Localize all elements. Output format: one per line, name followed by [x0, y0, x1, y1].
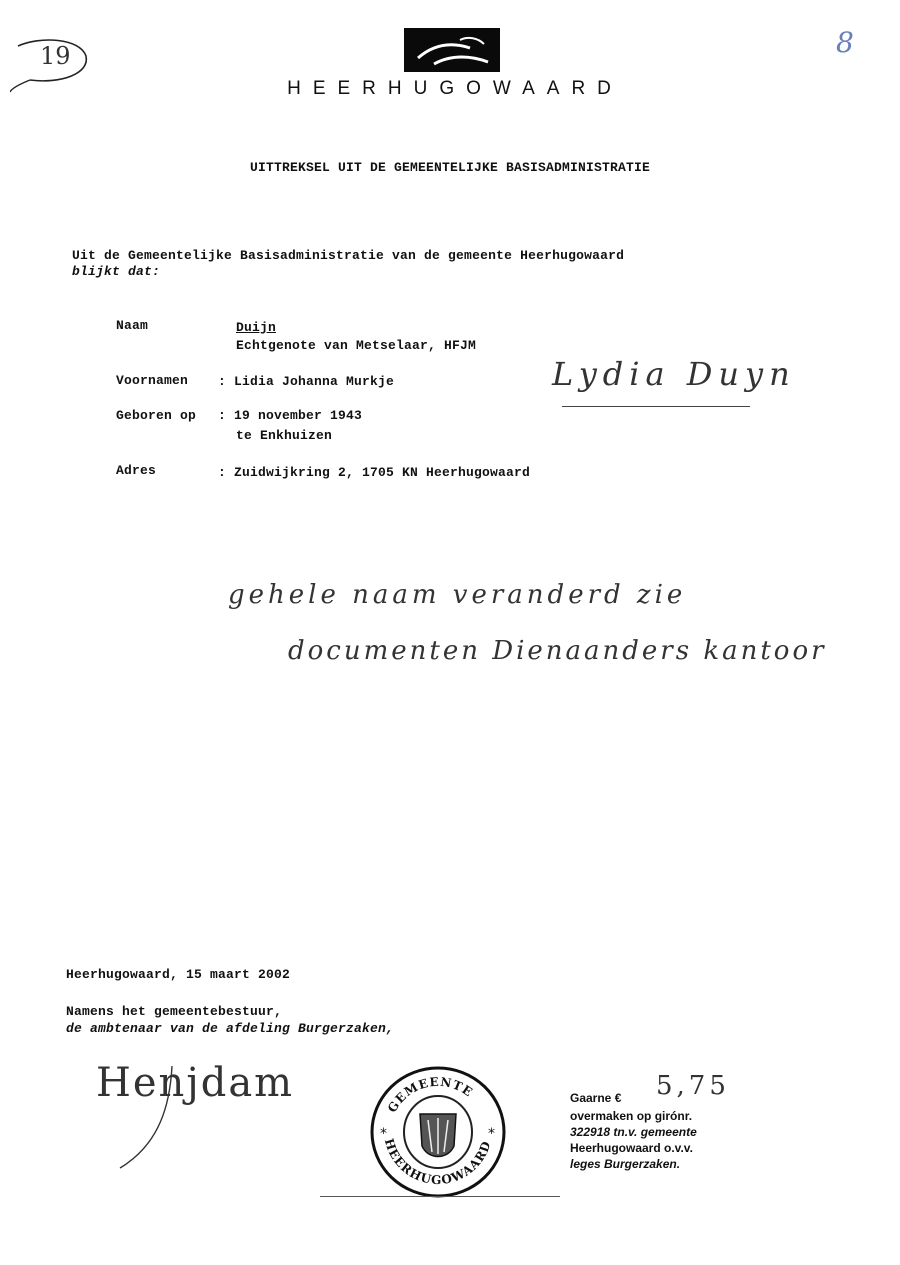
voornamen-label: Voornamen: [116, 373, 189, 388]
geboren-place: te Enkhuizen: [236, 428, 333, 443]
svg-text:GEMEENTE: [385, 1075, 476, 1115]
handwritten-note-line-2: documenten Dienaanders kantoor: [288, 636, 827, 666]
naam-extra: Echtgenote van Metselaar, HFJM: [236, 338, 477, 353]
municipality-logo: [404, 28, 500, 72]
signature-underline: [562, 406, 750, 407]
document-title: UITTREKSEL UIT DE GEMEENTELIJKE BASISADMINISTRATIE: [249, 160, 651, 175]
sheet-number: 8: [836, 26, 854, 59]
svg-text:HEERHUGOWAARD: [382, 1137, 494, 1187]
payment-prefix: Gaarne €: [570, 1091, 622, 1105]
baseline-rule: [320, 1196, 560, 1197]
adres-label: Adres: [116, 463, 157, 478]
municipal-seal: [368, 1064, 508, 1200]
geboren-value: : 19 november 1943: [218, 408, 363, 423]
seal-lettering: [368, 1064, 508, 1200]
naam-value: Duijn: [236, 320, 277, 335]
payment-stamp: [570, 1071, 770, 1172]
voornamen-value: : Lidia Johanna Murkje: [218, 374, 395, 389]
adres-value: : Zuidwijkring 2, 1705 KN Heerhugowaard: [218, 465, 531, 480]
naam-label: Naam: [116, 318, 149, 333]
municipality-name: HEERHUGOWAARD: [287, 78, 623, 99]
geboren-label: Geboren op: [116, 408, 197, 423]
seal-top-text: GEMEENTE: [384, 1074, 476, 1115]
payment-amount: 5,75: [656, 1071, 730, 1101]
intro-line-2: blijkt dat:: [72, 264, 161, 279]
official-signature: Henjdam: [96, 1060, 295, 1106]
page-reference-mark: [10, 34, 90, 80]
signoff-line-1: Namens het gemeentebestuur,: [66, 1004, 283, 1019]
payment-line-2: 322918 tn.v. gemeente: [570, 1125, 697, 1139]
handwritten-note-line-1: gehele naam veranderd zie: [228, 580, 687, 610]
payment-line-1: overmaken op girónr.: [570, 1109, 693, 1123]
page-ref-number: 19: [40, 42, 71, 70]
wave-logo-icon: [404, 28, 500, 72]
signature-stroke-icon: [100, 1064, 220, 1174]
svg-text:*: *: [488, 1126, 495, 1142]
payment-line-4: leges Burgerzaken.: [570, 1157, 681, 1171]
signoff-line-2: de ambtenaar van de afdeling Burgerzaken,: [66, 1021, 395, 1036]
payment-line-3: Heerhugowaard o.v.v.: [570, 1141, 693, 1155]
intro-line: Uit de Gemeentelijke Basisadministratie van de gemeente Heerhugowaard: [72, 248, 625, 263]
date-line: Heerhugowaard, 15 maart 2002: [66, 967, 291, 982]
svg-text:*: *: [380, 1126, 387, 1142]
handwritten-signature-name: Lydia Duyn: [552, 355, 796, 393]
seal-bottom-text: HEERHUGOWAARD: [381, 1136, 494, 1188]
